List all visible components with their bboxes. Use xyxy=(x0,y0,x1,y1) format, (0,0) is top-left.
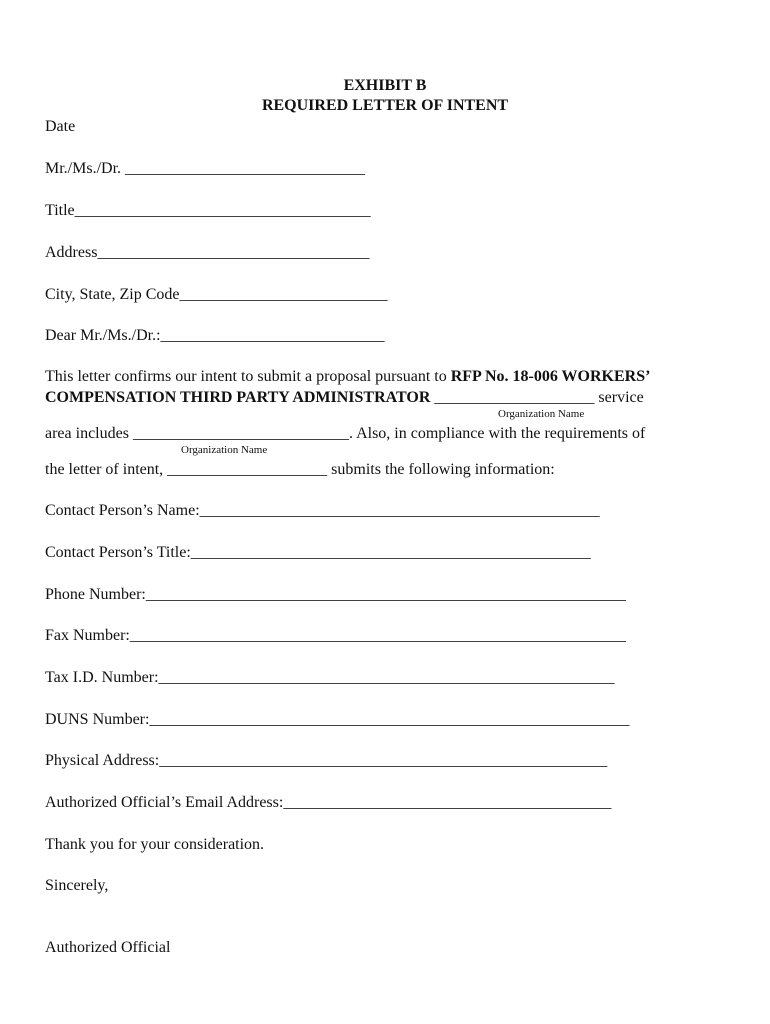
intent-paragraph-line-1 xyxy=(45,368,650,386)
salutation-line: Dear Mr./Ms./Dr.:____________________________ xyxy=(45,327,385,344)
sincerely-line: Sincerely, xyxy=(45,877,109,894)
recipient-name-line: Mr./Ms./Dr. ______________________________ xyxy=(45,160,366,177)
duns-number-field: DUNS Number:____________________________________________________________ xyxy=(45,711,630,728)
intent-paragraph-line-4: the letter of intent, ____________________ submits the following information: xyxy=(45,461,555,478)
organization-blank: ____________________ service xyxy=(430,389,644,406)
organization-name-caption: Organization Name xyxy=(498,408,585,420)
email-address-field: Authorized Official’s Email Address:_________________________________________ xyxy=(45,794,612,811)
rfp-number: RFP No. 18-006 WORKERS’ xyxy=(450,368,651,385)
contact-name-field: Contact Person’s Name:__________________________________________________ xyxy=(45,502,600,519)
exhibit-label: EXHIBIT B xyxy=(343,77,427,94)
date-line: Date xyxy=(45,118,76,135)
organization-name-caption-2: Organization Name xyxy=(181,444,268,456)
signature-line: Authorized Official xyxy=(45,939,171,956)
recipient-address-line: Address__________________________________ xyxy=(45,244,370,261)
tax-id-field: Tax I.D. Number:_________________________________________________________ xyxy=(45,669,615,686)
phone-number-field: Phone Number:____________________________________________________________ xyxy=(45,586,626,603)
rfp-title: COMPENSATION THIRD PARTY ADMINISTRATOR xyxy=(45,389,431,406)
recipient-title-line: Title_____________________________________ xyxy=(45,202,371,219)
physical-address-field: Physical Address:________________________________________________________ xyxy=(45,752,608,769)
city-state-zip-line: City, State, Zip Code__________________________ xyxy=(45,286,388,303)
intent-text: This letter confirms our intent to submit a proposal pursuant to xyxy=(45,368,451,385)
thank-you-line: Thank you for your consideration. xyxy=(45,836,265,853)
document-title: REQUIRED LETTER OF INTENT xyxy=(261,97,509,114)
intent-paragraph-line-3: area includes ___________________________. Also, in compliance with the requirements of xyxy=(45,425,646,442)
intent-paragraph-line-2 xyxy=(45,389,644,407)
fax-number-field: Fax Number:______________________________________________________________ xyxy=(45,627,626,644)
contact-title-field: Contact Person’s Title:__________________________________________________ xyxy=(45,544,591,561)
